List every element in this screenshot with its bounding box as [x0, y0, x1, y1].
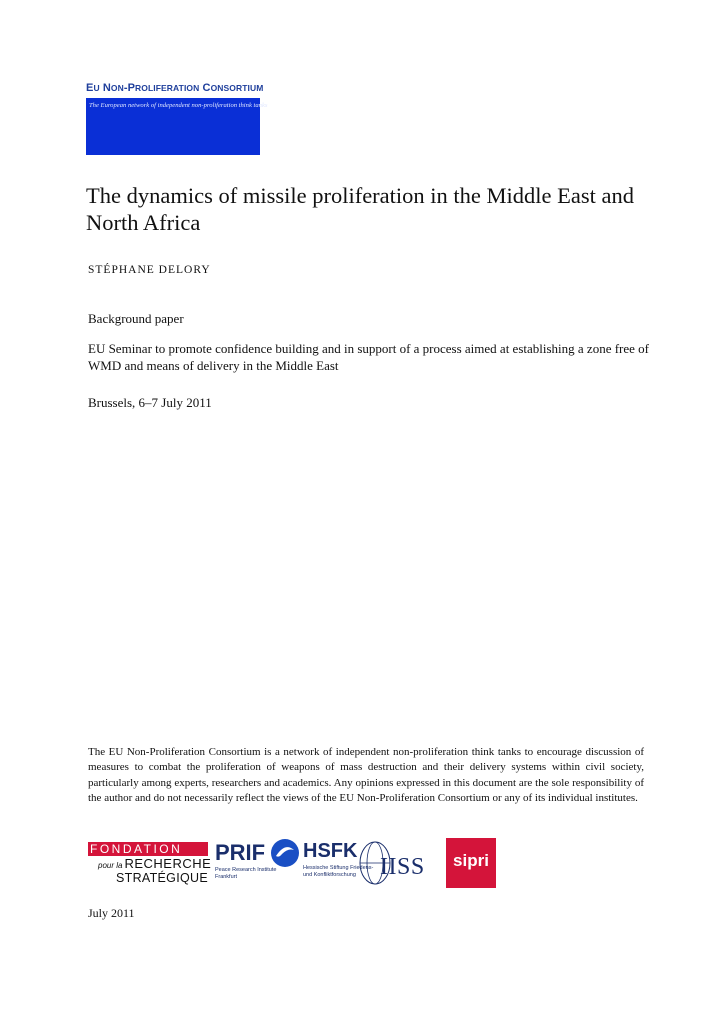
institute-logos — [88, 836, 508, 892]
prif-logo-name: PRIF — [215, 840, 266, 865]
publication-date: July 2011 — [88, 906, 135, 920]
consortium-banner — [86, 98, 268, 155]
event-date: Brussels, 6–7 July 2011 — [88, 395, 212, 410]
hsfk-emblem-icon — [270, 838, 300, 868]
sipri-logo — [446, 838, 496, 888]
frs-logo-recherche: RECHERCHE — [124, 856, 212, 871]
author-name: STÉPHANE DELORY — [88, 264, 211, 276]
paper-type: Background paper — [88, 311, 184, 326]
prif-logo-subtitle: Peace Research Institute Frankfurt — [215, 867, 277, 880]
frs-logo-line3: STRATÉGIQUE — [116, 871, 208, 885]
frs-logo-line2 — [98, 856, 211, 871]
seminar-description: EU Seminar to promote confidence building and in support of a process aimed at establishing a zone free of WMD and means of delivery in the Middle East — [88, 341, 649, 373]
consortium-tagline: The European network of independent non-proliferation think tanks — [89, 102, 268, 109]
consortium-name: EU NON-PROLIFERATION CONSORTIUM — [86, 82, 264, 94]
sipri-logo-name: sipri — [453, 851, 489, 870]
frs-logo-line1: FONDATION — [88, 842, 208, 856]
document-title: The dynamics of missile proliferation in the Middle East and North Africa — [86, 183, 634, 235]
iiss-logo-name: IISS — [380, 854, 425, 880]
consortium-disclaimer: The EU Non-Proliferation Consortium is a network of independent non-proliferation think tanks to encourage discussion of measures to combat the proliferation of weapons of mass destruction and their delivery systems within civil society, particularly among experts, researchers and academics. Any opinions expressed in this document are the sole responsibility of the author and do not necessarily reflect the views of the EU Non-Proliferation Consortium or any of its individual institutes. — [88, 746, 644, 804]
frs-logo-pour-la: pour la — [98, 861, 123, 870]
frs-logo — [88, 842, 210, 888]
hsfk-logo-name: HSFK — [303, 840, 358, 862]
hsfk-logo-subtitle: Hessische Stiftung Friedens- und Konfliktforschung — [303, 865, 374, 878]
